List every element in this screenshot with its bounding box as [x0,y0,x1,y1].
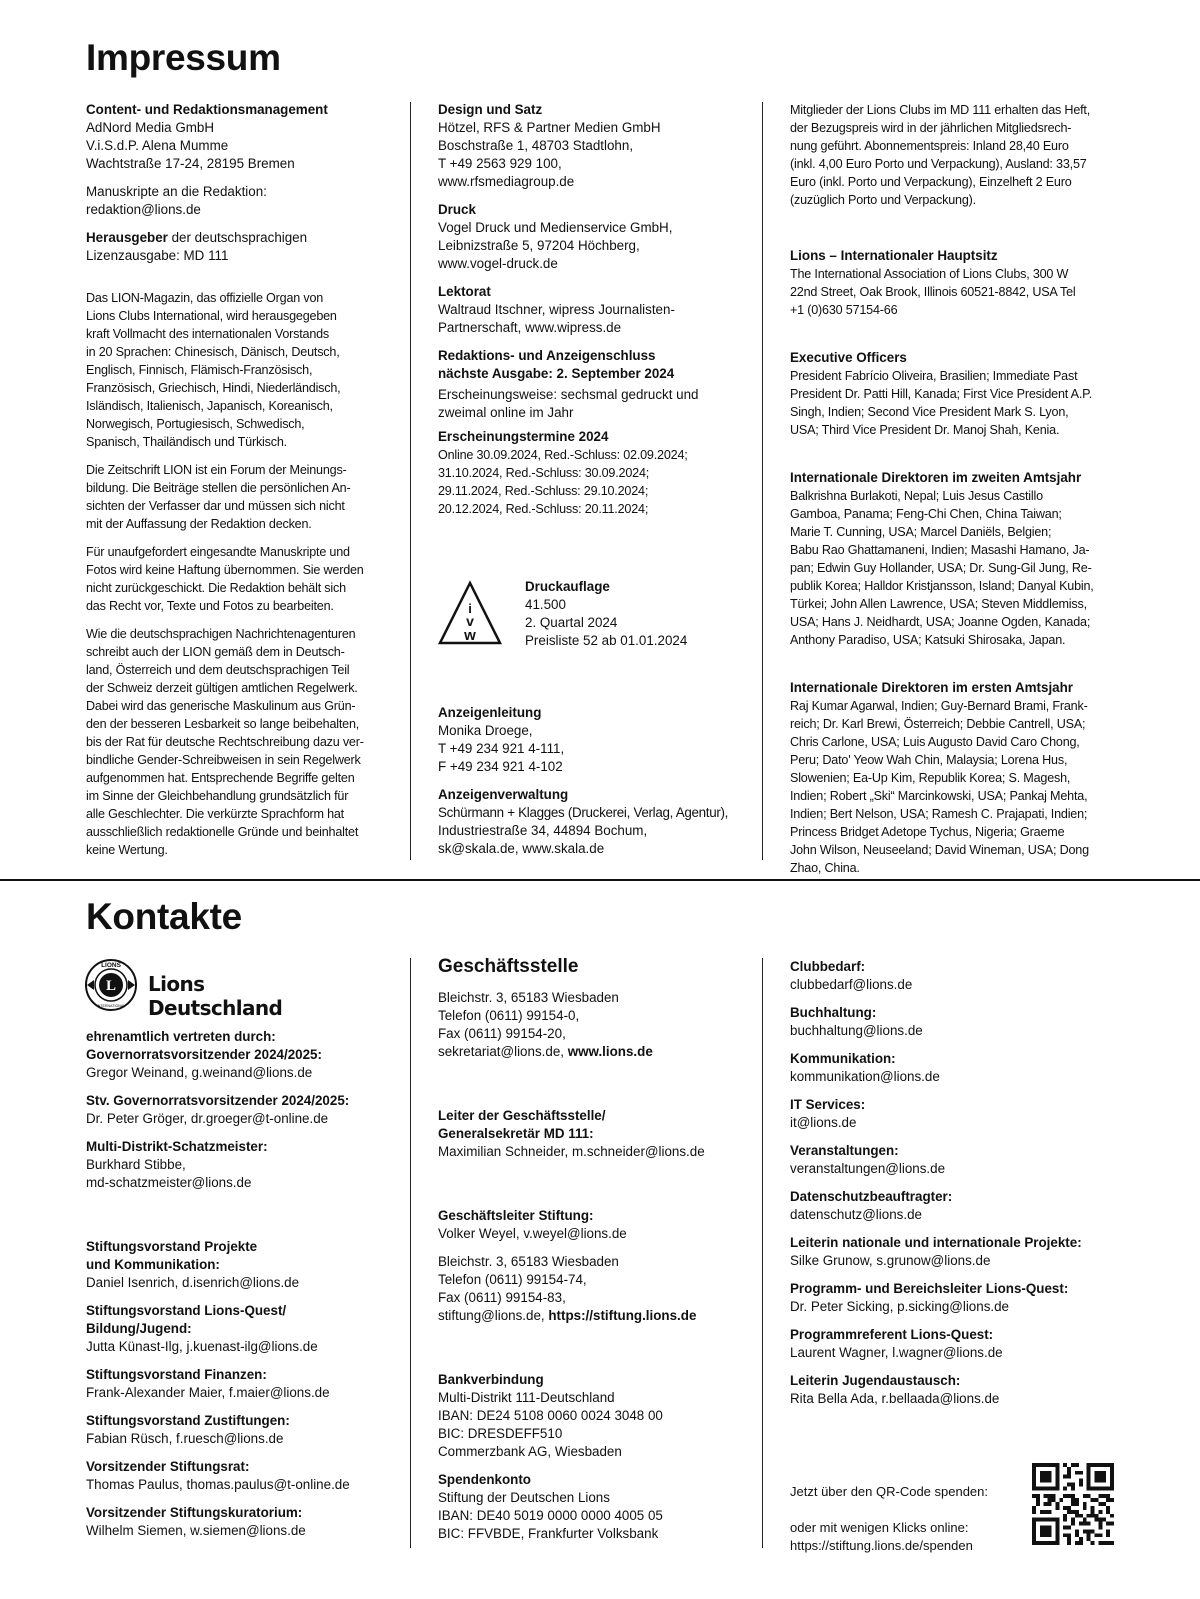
ivw-v: v [466,613,474,629]
contact-line: md-schatzmeister@lions.de [86,1175,252,1190]
text-line: alle Geschlechter. Die verkürzte Sprachform hat [86,807,344,821]
kontakte-title: Kontakte [86,896,242,937]
text-line: kraft Vollmacht des internationalen Vorstands [86,327,330,341]
hauptsitz-block [790,247,1120,319]
druckauflage-block [525,578,745,650]
contact-heading: Programmreferent Lions-Quest: [790,1327,994,1342]
web-link: www.lions.de [567,1044,653,1059]
email-link: clubbedarf@lions.de [790,977,913,992]
contact-line: Laurent Wagner, l.wagner@lions.de [790,1345,1003,1360]
contact-line: Burkhard Stibbe, [86,1157,186,1172]
text-line: Waltraud Itschner, wipress Journalisten- [438,302,675,317]
anzeigenleitung-heading: Anzeigenleitung [438,705,542,720]
contact-block [86,1504,406,1540]
text-line: Stiftung der Deutschen Lions [438,1490,610,1505]
contact-block [790,1142,1120,1178]
bankverbindung-heading: Bankverbindung [438,1372,544,1387]
text-line: das Recht vor, Texte und Fotos zu bearbeiten. [86,599,334,613]
text-line: Norwegisch, Portugiesisch, Schwedisch, [86,417,305,431]
contact-heading: Veranstaltungen: [790,1143,899,1158]
contact-block [790,1050,1120,1086]
impressum-column-3 [790,101,1120,887]
contact-block [790,1096,1120,1132]
impressum-column-1 [86,101,396,869]
anzeigenschluss-block [438,347,748,422]
text-line: der Bezugspreis wird in der jährlichen Mitgliedsrech- [790,121,1072,135]
text-line: F +49 234 921 4-102 [438,759,563,774]
text-line: Marie T. Cunning, USA; Marcel Daniëls, Belgien; [790,525,1052,539]
text-line: Euro (inkl. Porto und Verpackung), Einzelheft 2 Euro [790,175,1072,189]
text-line: V.i.S.d.P. Alena Mumme [86,138,229,153]
paragraph-gender [86,625,396,859]
text-line: (inkl. 4,00 Euro Porto und Verpackung), Ausland: 33,57 [790,157,1087,171]
ivw-i: i [468,601,472,616]
contact-line: Jutta Künast-Ilg, j.kuenast-ilg@lions.de [86,1339,318,1354]
geschaeftsstelle-address [438,989,758,1061]
text-line: Preisliste 52 ab 01.01.2024 [525,633,688,648]
impressum-title: Impressum [86,37,281,78]
druckauflage-heading: Druckauflage [525,579,610,594]
text-line: 41.500 [525,597,566,612]
contact-block [86,1092,406,1128]
web-link: www.rfsmediagroup.de [438,174,575,189]
text-line: der Schweiz derzeit gültigen amtlichen Regelwerk. [86,681,358,695]
text-line: Anthony Paradiso, USA; Katsuki Shirosaka, Japan. [790,633,1066,647]
text-line: bindliche Gender-Schreibweisen in sein Regelwerk [86,753,361,767]
druck-heading: Druck [438,202,476,217]
text-line: Bleichstr. 3, 65183 Wiesbaden [438,990,619,1005]
bankverbindung-block [438,1371,758,1461]
text-line: USA; Third Vice President Dr. Manoj Shah, Kenia. [790,423,1060,437]
text-line: Fax (0611) 99154-20, [438,1026,566,1041]
text-line: oder mit wenigen Klicks online: [790,1520,969,1535]
text-line: Das LION-Magazin, das offizielle Organ von [86,291,324,305]
contact-heading: IT Services: [790,1097,866,1112]
contact-heading: Programm- und Bereichsleiter Lions-Quest: [790,1281,1069,1296]
lions-deutschland-logo [84,958,344,1020]
text-line: 2. Quartal 2024 [525,615,618,630]
contact-heading: Leiterin Jugendaustausch: [790,1373,961,1388]
contact-block [790,1372,1120,1408]
content-management-block [86,101,396,173]
email-link: stiftung@lions.de, [438,1308,549,1323]
text-line: Indien; Bert Nelson, USA; Ramesh C. Prajapati, Indien; [790,807,1088,821]
manuskripte-block [86,183,396,219]
text-line: Bleichstr. 3, 65183 Wiesbaden [438,1254,619,1269]
anzeigenschluss-heading: nächste Ausgabe: 2. September 2024 [438,366,675,381]
lektorat-heading: Lektorat [438,284,491,299]
text-line: keine Wertung. [86,843,168,857]
contact-line: Thomas Paulus, thomas.paulus@t-online.de [86,1477,350,1492]
text-line: Princess Bridget Adetope Tychus, Nigeria; Graeme [790,825,1065,839]
spendenkonto-block [438,1471,758,1543]
text-line: USA; Hans J. Neidhardt, USA; Joanne Ogden, Kanada; [790,615,1091,629]
web-link: www.vogel-druck.de [438,256,558,271]
text-line: ausschließlich redaktionelle Gründe und beinhaltet [86,825,359,839]
contact-line: Fabian Rüsch, f.ruesch@lions.de [86,1431,284,1446]
contact-heading: Clubbedarf: [790,959,866,974]
text-line: pan; Edwin Guy Hollander, USA; Dr. Sung-Gil Jung, Re- [790,561,1092,575]
kontakte-column-3 [790,958,1120,1418]
email-link: datenschutz@lions.de [790,1207,922,1222]
erscheinungstermine-heading: Erscheinungstermine 2024 [438,429,609,444]
contact-line: Gregor Weinand, g.weinand@lions.de [86,1065,313,1080]
logo-ring-text: LIONS [101,962,121,969]
stiftung-address [438,1253,758,1325]
anzeigenleitung-block [438,704,758,776]
contact-block [86,1238,406,1292]
paragraph-sprachen [86,289,396,451]
contact-block [790,1188,1120,1224]
text-line: Wachtstraße 17-24, 28195 Bremen [86,156,295,171]
text-line: Türkei; John Allen Lawrence, USA; Steven Middlemiss, [790,597,1087,611]
text-line: Zhao, China. [790,861,860,875]
contact-block [790,1326,1120,1362]
text-line: Online 30.09.2024, Red.-Schluss: 02.09.2024; [438,448,688,462]
text-line: Schürmann + Klagges (Druckerei, Verlag, Agentur), [438,805,729,820]
logo-ring-bottom-text: INTERNATIONAL [96,1004,126,1008]
text-line: IBAN: DE24 5108 0060 0024 3048 00 [438,1408,663,1423]
contact-heading: Leiter der Geschäftsstelle/ [438,1108,606,1123]
text-line: Monika Droege, [438,723,533,738]
donate-qr-code[interactable] [1032,1463,1114,1545]
text-line: Leibnizstraße 5, 97204 Höchberg, [438,238,640,253]
text-line: Telefon (0611) 99154-0, [438,1008,580,1023]
contact-line: Daniel Isenrich, d.isenrich@lions.de [86,1275,300,1290]
paragraph-haftung [86,543,396,615]
text-line: AdNord Media GmbH [86,120,215,135]
text-line: Raj Kumar Agarwal, Indien; Guy-Bernard Brami, Frank- [790,699,1088,713]
text-line: sichten der Verfasser dar und müssen sich nicht [86,499,345,513]
contact-block [790,1280,1120,1316]
text-line: Manuskripte an die Redaktion: [86,184,267,199]
content-management-heading: Content- und Redaktionsmanagement [86,102,328,117]
text-line: Vogel Druck und Medienservice GmbH, [438,220,673,235]
contact-heading: Kommunikation: [790,1051,896,1066]
email-link: veranstaltungen@lions.de [790,1161,946,1176]
text-line: President Fabrício Oliveira, Brasilien; Immediate Past [790,369,1078,383]
contact-heading: Multi-Distrikt-Schatzmeister: [86,1139,268,1154]
contact-block [86,1412,406,1448]
bezugspreis-block [790,101,1120,209]
text-line: Die Zeitschrift LION ist ein Forum der Meinungs- [86,463,347,477]
contact-block [86,1366,406,1402]
text-line: Spanisch, Thailändisch und Türkisch. [86,435,287,449]
contact-heading: und Kommunikation: [86,1257,220,1272]
contact-block [86,1138,406,1192]
ivw-logo [437,580,503,646]
anzeigen-blocks [438,704,758,868]
contact-heading: Stiftungsvorstand Lions-Quest/ [86,1303,287,1318]
erscheinungstermine-block [438,428,748,518]
column-divider [410,102,411,860]
lektorat-block [438,283,748,337]
contact-heading: Governorratsvorsitzender 2024/2025: [86,1047,322,1062]
email-link: redaktion@lions.de [86,202,201,217]
contact-heading: Bildung/Jugend: [86,1321,192,1336]
text-line: publik Korea; Halldor Kristjansson, Island; Danyal Kubin, [790,579,1094,593]
text-line: Französisch, Griechisch, Hindi, Niederländisch, [86,381,341,395]
text-line: den der besseren Lesbarkeit so lange beibehalten, [86,717,360,731]
text-line: John Wilson, Neuseeland; David Wineman, USA; Dong [790,843,1089,857]
email-link: it@lions.de [790,1115,857,1130]
contact-line: Maximilian Schneider, m.schneider@lions.de [438,1144,705,1159]
contact-line: Wilhelm Siemen, w.siemen@lions.de [86,1523,306,1538]
text-line: President Dr. Patti Hill, Kanada; First Vice President A.P. [790,387,1093,401]
leiter-block [438,1107,758,1161]
kontakte-column-2 [438,955,758,1553]
text-line: Telefon (0611) 99154-74, [438,1272,587,1287]
text-line: Lizenzausgabe: MD 111 [86,248,229,263]
geschaeftsstelle-heading: Geschäftsstelle [438,956,579,977]
text-line: Fax (0611) 99154-83, [438,1290,566,1305]
contact-line: Volker Weyel, v.weyel@lions.de [438,1226,627,1241]
text-line: 20.12.2024, Red.-Schluss: 20.11.2024; [438,502,649,516]
contact-heading: Generalsekretär MD 111: [438,1126,594,1141]
text-line: Isländisch, Italienisch, Japanisch, Koreanisch, [86,399,333,413]
direktoren-erstes-jahr-heading: Internationale Direktoren im ersten Amtsjahr [790,680,1074,695]
text-line: (zuzüglich Porto und Verpackung). [790,193,976,207]
anzeigenverwaltung-heading: Anzeigenverwaltung [438,787,569,802]
text-line: Singh, Indien; Second Vice President Mark S. Lyon, [790,405,1069,419]
contact-heading: Stiftungsvorstand Finanzen: [86,1367,267,1382]
text-line: The International Association of Lions Clubs, 300 W [790,267,1069,281]
anzeigenverwaltung-block [438,786,758,858]
text-line: Mitglieder der Lions Clubs im MD 111 erhalten das Heft, [790,103,1091,117]
contact-heading: Stiftungsvorstand Projekte [86,1239,258,1254]
text-line: nung geführt. Abonnementspreis: Inland 28,40 Euro [790,139,1069,153]
text-line: Peru; Dato' Yeow Wah Chin, Malaysia; Lorena Hus, [790,753,1068,767]
executive-officers-block [790,349,1120,439]
executive-officers-heading: Executive Officers [790,350,907,365]
contact-block [790,958,1120,994]
text-line: Chris Carlone, USA; Luis Augusto David Caro Chong, [790,735,1080,749]
text-line: Slowenien; Ea-Up Kim, Republik Korea; S. Magesh, [790,771,1071,785]
contact-heading: Vorsitzender Stiftungskuratorium: [86,1505,303,1520]
text-line: bildung. Die Beiträge stellen die persönlichen An- [86,481,351,495]
paragraph-forum [86,461,396,533]
text-line: Commerzbank AG, Wiesbaden [438,1444,622,1459]
text-line: BIC: DRESDEFF510 [438,1426,563,1441]
text-fragment: der deutschsprachigen [167,230,308,245]
text-line: 31.10.2024, Red.-Schluss: 30.09.2024; [438,466,650,480]
email-link: buchhaltung@lions.de [790,1023,923,1038]
contact-heading: Geschäftsleiter Stiftung: [438,1208,594,1223]
herausgeber-block [86,229,396,265]
text-line: Englisch, Finnisch, Flämisch-Französisch, [86,363,313,377]
text-line: Indien; Robert „Ski“ Marcinkowski, USA; Pankaj Mehta, [790,789,1088,803]
column-divider [762,958,763,1548]
kontakte-column-1 [86,1028,406,1550]
spendenkonto-heading: Spendenkonto [438,1472,531,1487]
text-line: 29.11.2024, Red.-Schluss: 29.10.2024; [438,484,649,498]
contact-block [86,1458,406,1494]
direktoren-zweites-jahr-heading: Internationale Direktoren im zweiten Amtsjahr [790,470,1082,485]
text-line: Dabei wird das generische Maskulinum aus Grün- [86,699,356,713]
email-link: kommunikation@lions.de [790,1069,940,1084]
anzeigenschluss-heading: Redaktions- und Anzeigenschluss [438,348,656,363]
contact-line: Rita Bella Ada, r.bellaada@lions.de [790,1391,1000,1406]
contact-line: Dr. Peter Sicking, p.sicking@lions.de [790,1299,1010,1314]
text-line: Balkrishna Burlakoti, Nepal; Luis Jesus Castillo [790,489,1043,503]
text-line: 22nd Street, Oak Brook, Illinois 60521-8842, USA Tel [790,285,1076,299]
druck-block [438,201,748,273]
svg-text:L: L [105,978,117,994]
ivw-w: w [464,627,476,644]
lions-emblem-icon [84,958,138,1012]
qr-donate-text [790,1483,1020,1555]
text-line: T +49 234 921 4-111, [438,741,565,756]
text-line: schreibt auch der LION gemäß dem in Deutsch- [86,645,345,659]
column-divider [762,102,763,860]
hauptsitz-heading: Lions – Internationaler Hauptsitz [790,248,998,263]
contact-heading: Datenschutzbeauftragter: [790,1189,953,1204]
contact-heading: ehrenamtlich vertreten durch: [86,1029,276,1044]
section-divider [0,879,1200,881]
text-line: reich; Dr. Karl Brewi, Österreich; Debbie Cantrell, USA; [790,717,1086,731]
text-line: zweimal online im Jahr [438,405,574,420]
design-heading: Design und Satz [438,102,543,117]
contact-line: Frank-Alexander Maier, f.maier@lions.de [86,1385,330,1400]
web-link: https://stiftung.lions.de [548,1308,697,1323]
contact-heading: Stv. Governorratsvorsitzender 2024/2025: [86,1093,350,1108]
text-line: Multi-Distrikt 111-Deutschland [438,1390,615,1405]
contact-line: Dr. Peter Gröger, dr.groeger@t-online.de [86,1111,329,1126]
text-line: Jetzt über den QR-Code spenden: [790,1484,989,1499]
stiftung-leiter-block [438,1207,758,1243]
contact-heading: Vorsitzender Stiftungsrat: [86,1459,250,1474]
text-line: Erscheinungsweise: sechsmal gedruckt und [438,387,699,402]
contact-heading: Leiterin nationale und internationale Projekte: [790,1235,1082,1250]
text-line: Fotos wird keine Haftung übernommen. Sie werden [86,563,364,577]
text-line: Industriestraße 34, 44894 Bochum, [438,823,648,838]
text-line: Lions Clubs International, wird herausgegeben [86,309,337,323]
text-line: sk@skala.de, www.skala.de [438,841,605,856]
text-line: Gamboa, Panama; Feng-Chi Chen, China Taiwan; [790,507,1062,521]
text-line: bis der Rat für deutsche Rechtschreibung dazu ver- [86,735,364,749]
contact-block [86,1302,406,1356]
column-divider [410,958,411,1548]
text-line: nicht zurückgeschickt. Die Redaktion behält sich [86,581,346,595]
contact-line: Silke Grunow, s.grunow@lions.de [790,1253,991,1268]
text-line: Wie die deutschsprachigen Nachrichtenagenturen [86,627,356,641]
text-line: +1 (0)630 57154-66 [790,303,898,317]
direktoren-erstes-jahr-block [790,679,1120,877]
text-line: IBAN: DE40 5019 0000 0000 4005 05 [438,1508,663,1523]
contact-heading: Stiftungsvorstand Zustiftungen: [86,1413,290,1428]
donate-link[interactable]: https://stiftung.lions.de/spenden [790,1538,973,1553]
herausgeber-label: Herausgeber [86,230,168,245]
text-line: im Sinne der Gleichbehandlung grundsätzlich für [86,789,349,803]
text-line: land, Österreich und dem deutschsprachigen Teil [86,663,350,677]
lions-deutschland-wordmark: Lions Deutschland [148,972,283,1020]
text-line: Für unaufgefordert eingesandte Manuskripte und [86,545,350,559]
text-line: Hötzel, RFS & Partner Medien GmbH [438,120,661,135]
email-link: sekretariat@lions.de, [438,1044,568,1059]
text-line: aufgenommen hat. Entsprechende Begriffe gelten [86,771,355,785]
text-line: Partnerschaft, www.wipress.de [438,320,622,335]
text-line: T +49 2563 929 100, [438,156,562,171]
text-line: Boschstraße 1, 48703 Stadtlohn, [438,138,634,153]
text-line: BIC: FFVBDE, Frankfurter Volksbank [438,1526,659,1541]
contact-block [790,1004,1120,1040]
text-line: mit der Auffassung der Redaktion decken. [86,517,312,531]
text-line: Babu Rao Ghattamaneni, Indien; Masashi Hamano, Ja- [790,543,1090,557]
contact-block [86,1028,406,1082]
direktoren-zweites-jahr-block [790,469,1120,649]
impressum-column-2 [438,101,748,528]
contact-block [790,1234,1120,1270]
text-line: in 20 Sprachen: Chinesisch, Dänisch, Deutsch, [86,345,340,359]
contact-heading: Buchhaltung: [790,1005,877,1020]
design-block [438,101,748,191]
